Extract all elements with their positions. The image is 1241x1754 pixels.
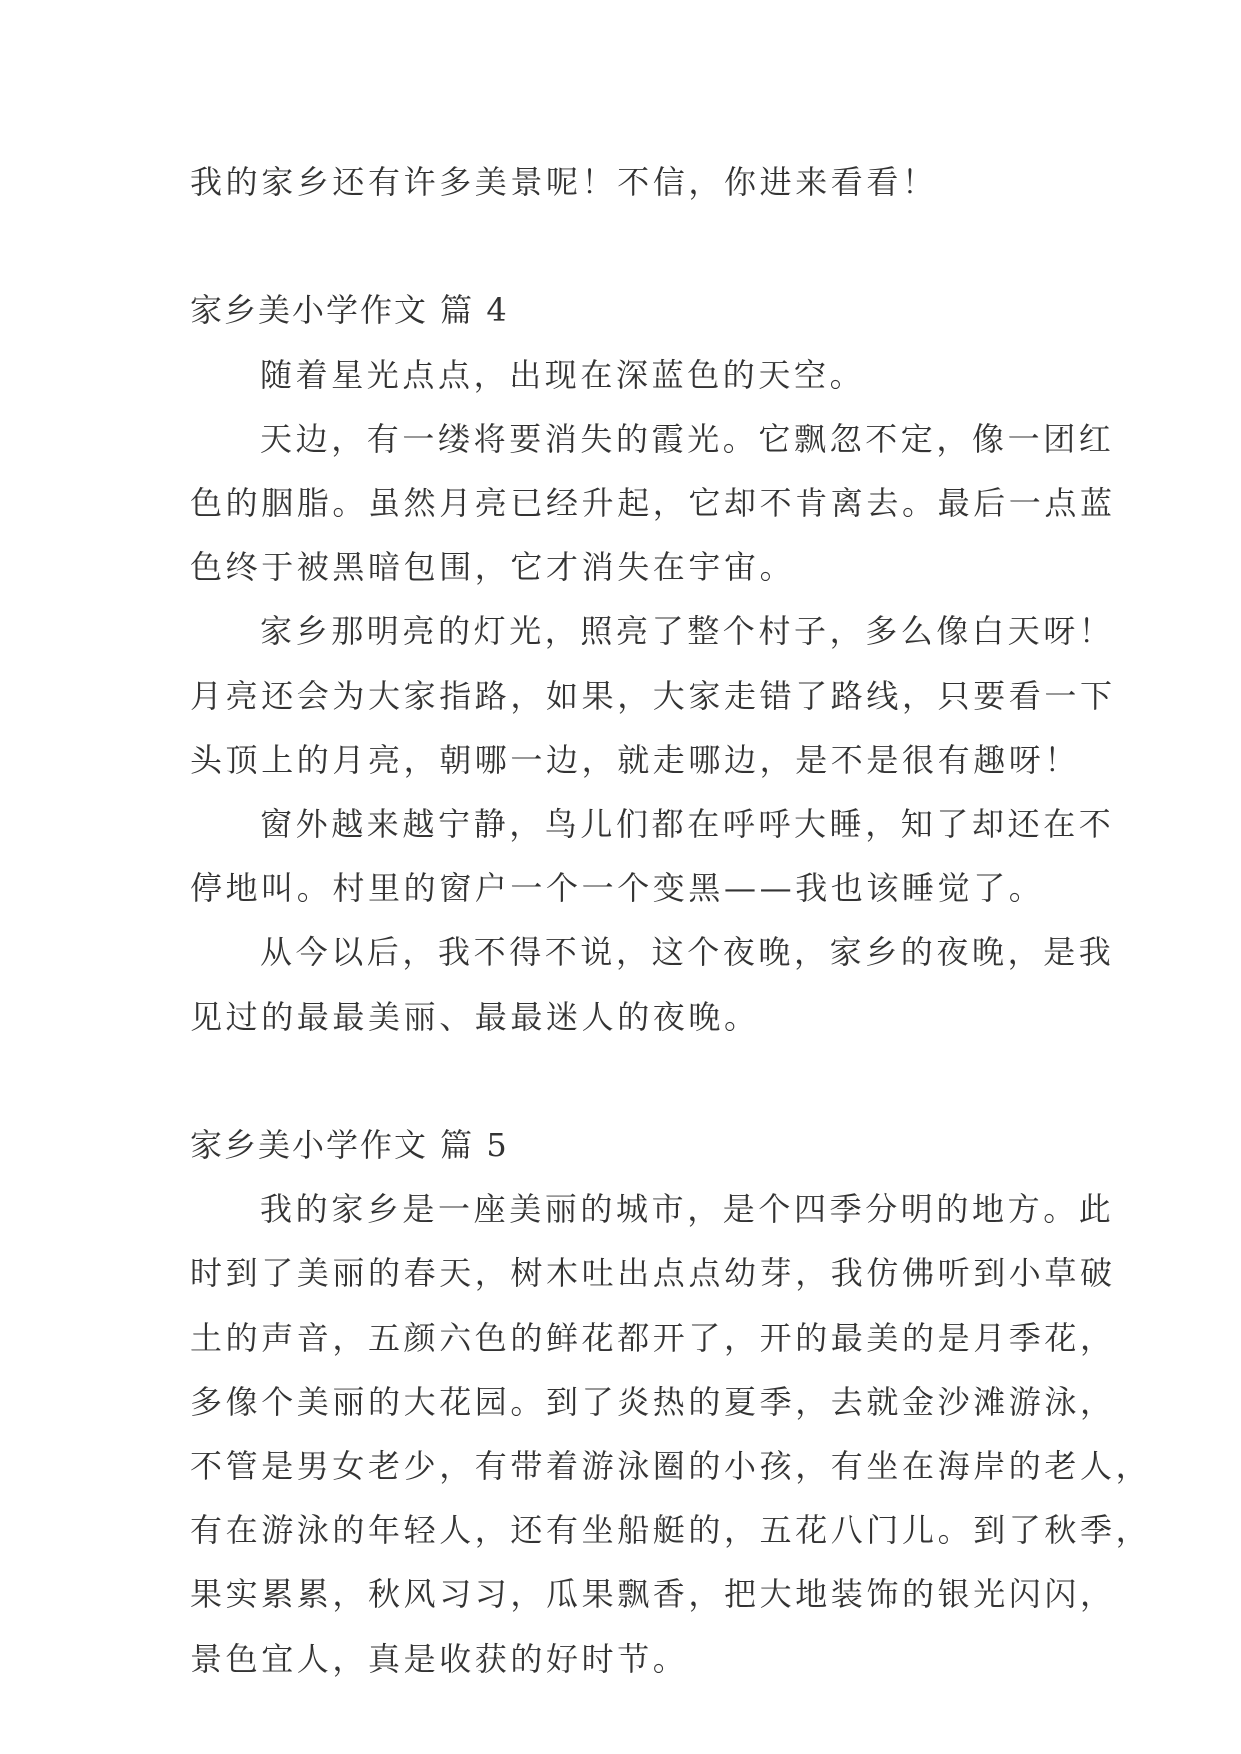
- section-gap: [190, 1049, 1060, 1113]
- section-title-4: 家乡美小学作文 篇 4: [190, 291, 509, 330]
- paragraph-line: 土的声音，五颜六色的鲜花都开了，开的最美的是月季花，: [190, 1318, 1116, 1357]
- paragraph-line: 从今以后，我不得不说，这个夜晚，家乡的夜晚，是我: [260, 933, 1115, 972]
- paragraph-line: 色的胭脂。虽然月亮已经升起，它却不肯离去。最后一点蓝: [190, 484, 1116, 522]
- paragraph-line: 色终于被黑暗包围，它才消失在宇宙。: [190, 548, 796, 587]
- section-title-5: 家乡美小学作文 篇 5: [190, 1126, 509, 1165]
- paragraph-line: 有在游泳的年轻人，还有坐船艇的，五花八门儿。到了秋季，: [190, 1511, 1152, 1550]
- paragraph-line: 家乡那明亮的灯光，照亮了整个村子，多么像白天呀！: [260, 612, 1115, 651]
- paragraph-line: 不管是男女老少，有带着游泳圈的小孩，有坐在海岸的老人，: [190, 1447, 1152, 1486]
- paragraph-line: 窗外越来越宁静，鸟儿们都在呼呼大睡，知了却还在不: [260, 805, 1115, 844]
- paragraph-line: 停地叫。村里的窗户一个一个变黑——我也该睡觉了。: [190, 869, 1045, 908]
- paragraph-line: 见过的最最美丽、最最迷人的夜晚。: [190, 997, 760, 1036]
- paragraph-line: 天边，有一缕将要消失的霞光。它飘忽不定，像一团红: [260, 419, 1115, 458]
- paragraph-line: 我的家乡是一座美丽的城市，是个四季分明的地方。此: [260, 1190, 1115, 1229]
- paragraph-line: 随着星光点点，出现在深蓝色的天空。: [260, 355, 866, 394]
- paragraph-line: 月亮还会为大家指路，如果，大家走错了路线，只要看一下: [190, 676, 1116, 715]
- document-page: [190, 150, 1152, 1691]
- paragraph-line: 果实累累，秋风习习，瓜果飘香，把大地装饰的银光闪闪，: [190, 1575, 1116, 1614]
- intro-line: 我的家乡还有许多美景呢！不信，你进来看看！: [190, 163, 938, 201]
- paragraph-line: 头顶上的月亮，朝哪一边，就走哪边，是不是很有趣呀！: [190, 740, 1081, 779]
- paragraph-line: 时到了美丽的春天，树木吐出点点幼芽，我仿佛听到小草破: [190, 1254, 1116, 1293]
- section-gap: [190, 214, 1060, 278]
- paragraph-line: 多像个美丽的大花园。到了炎热的夏季，去就金沙滩游泳，: [190, 1382, 1116, 1421]
- paragraph-line: 景色宜人，真是收获的好时节。: [190, 1639, 689, 1678]
